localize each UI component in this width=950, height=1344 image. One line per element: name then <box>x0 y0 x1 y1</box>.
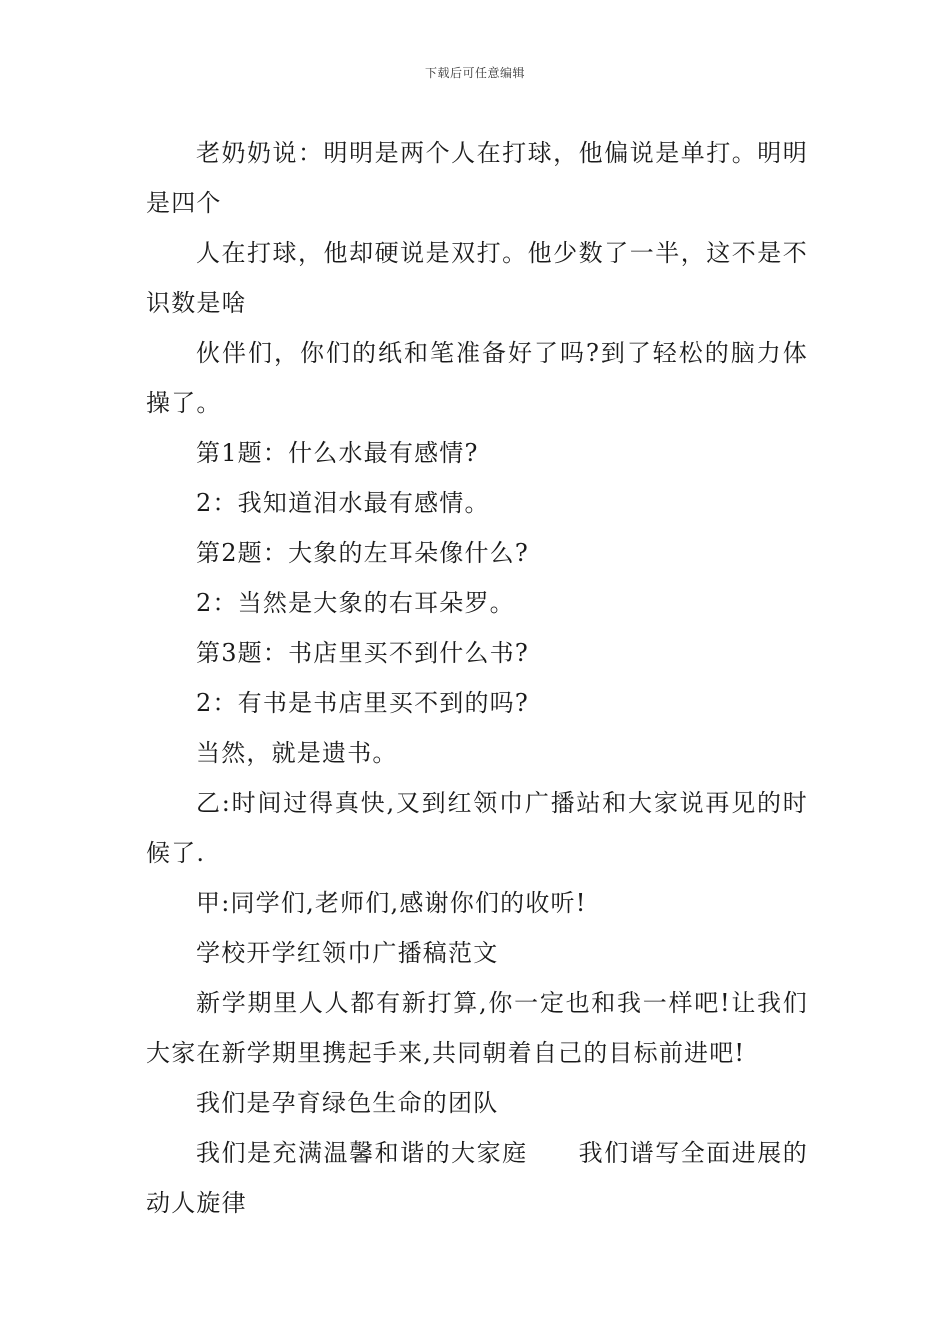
page-header: 下载后可任意编辑 <box>424 66 525 80</box>
paragraph-7: 2：当然是大象的右耳朵罗。 <box>196 589 515 617</box>
paragraph-3: 伙伴们，你们的纸和笔准备好了吗?到了轻松的脑力体操了。 <box>146 339 808 417</box>
paragraph-16: 我们是充满温馨和谐的大家庭 我们谱写全面进展的动人旋律 <box>146 1139 808 1217</box>
paragraph-13: 学校开学红领巾广播稿范文 <box>196 939 499 967</box>
paragraph-1: 老奶奶说：明明是两个人在打球，他偏说是单打。明明是四个 <box>146 139 808 217</box>
paragraph-9: 2：有书是书店里买不到的吗? <box>196 689 529 717</box>
paragraph-2: 人在打球，他却硬说是双打。他少数了一半，这不是不识数是啥 <box>146 239 808 317</box>
paragraph-8: 第3题：书店里买不到什么书? <box>196 639 529 667</box>
paragraph-5: 2：我知道泪水最有感情。 <box>196 489 490 517</box>
paragraph-6: 第2题：大象的左耳朵像什么? <box>196 539 529 567</box>
paragraph-12: 甲:同学们,老师们,感谢你们的收听! <box>196 889 587 917</box>
paragraph-10: 当然，就是遗书。 <box>196 739 398 767</box>
paragraph-11: 乙:时间过得真快,又到红领巾广播站和大家说再见的时候了. <box>146 789 808 867</box>
paragraph-15: 我们是孕育绿色生命的团队 <box>196 1089 499 1117</box>
document-body <box>146 128 808 1228</box>
paragraph-4: 第1题：什么水最有感情? <box>196 439 479 467</box>
paragraph-14: 新学期里人人都有新打算,你一定也和我一样吧!让我们大家在新学期里携起手来,共同朝着自己的目标前进吧! <box>146 989 808 1067</box>
